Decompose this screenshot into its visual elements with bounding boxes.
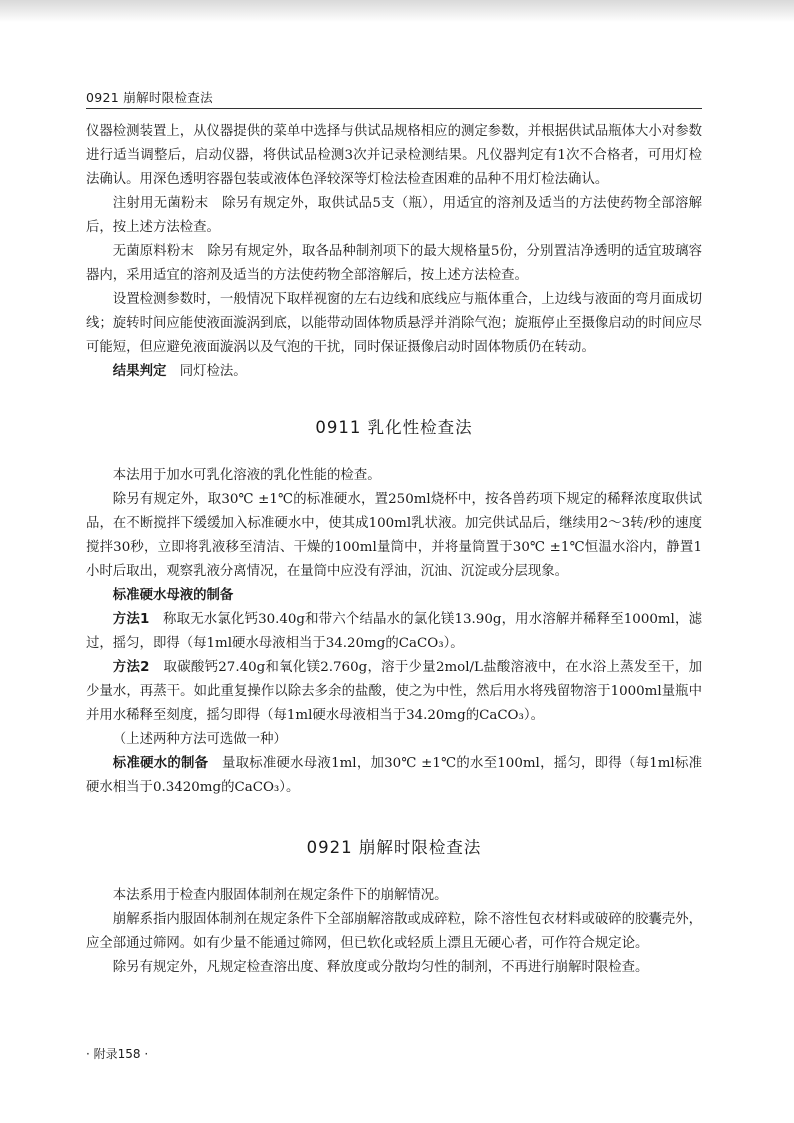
paragraph: 结果判定 同灯检法。 [112,364,247,379]
section-title-0911: 0911 乳化性检查法 [315,418,473,437]
page-number: · 附录158 · [86,1047,149,1061]
paragraph: 方法2 取碳酸钙27.40g和氧化镁2.760g，溶于少量2mol/L盐酸溶液中，在水浴上蒸发至干，加少量水，再蒸干。如此重复操作以除去多余的盐酸，使之为中性，然后用水将残留物溶于1000ml量瓶中并用水稀释至刻度，摇匀即得（每1ml硬水母液相当于34.20mg的CaCO₃）。 [86,660,702,723]
scan-edge-shadow [0,0,794,22]
paragraph: 标准硬水的制备 量取标准硬水母液1ml，加30℃ ±1℃的水至100ml，摇匀，即得（每1ml标准硬水相当于0.3420mg的CaCO₃）。 [86,756,703,795]
paragraph: 崩解系指内服固体制剂在规定条件下全部崩解溶散或成碎粒，除不溶性包衣材料或破碎的胶囊壳外，应全部通过筛网。如有少量不能通过筛网，但已软化或轻质上漂且无硬心者，可作符合规定论。 [86,912,702,951]
paragraph: 注射用无菌粉末 除另有规定外，取供试品5支（瓶），用适宜的溶剂及适当的方法使药物全部溶解后，按上述方法检查。 [86,196,702,235]
page-body [86,120,702,980]
paragraph: 本法系用于检查内服固体制剂在规定条件下的崩解情况。 [112,888,448,903]
paragraph: 除另有规定外，凡规定检查溶出度、释放度或分散均匀性的制剂，不再进行崩解时限检查。 [112,960,649,975]
term-label: 注射用无菌粉末 [112,196,209,211]
header-rule [86,108,702,109]
sub-heading: 标准硬水母液的制备 [112,588,234,603]
method-label: 方法2 [112,660,150,675]
bold-label: 结果判定 [112,364,167,379]
bold-label: 标准硬水的制备 [112,756,209,771]
section-title-0921: 0921 崩解时限检查法 [306,838,482,857]
paragraph: 设置检测参数时，一般情况下取样视窗的左右边线和底线应与瓶体重合，上边线与液面的弯月面成切线；旋转时间应能使液面漩涡到底，以能带动固体物质悬浮并消除气泡；旋瓶停止至摄像启动的时间应尽可能短，但应避免液面漩涡以及气泡的干扰，同时保证摄像启动时固体物质仍在转动。 [86,292,702,355]
paragraph: 无菌原料粉末 除另有规定外，取各品种制剂项下的最大规格量5份，分别置洁净透明的适宜玻璃容器内，采用适宜的溶剂及适当的方法使药物全部溶解后，按上述方法检查。 [86,244,702,283]
note: （上述两种方法可选做一种） [112,732,287,747]
running-head: 0921 崩解时限检查法 [86,90,213,105]
term-label: 无菌原料粉末 [112,244,194,259]
method-label: 方法1 [112,612,150,627]
paragraph: 除另有规定外，取30℃ ±1℃的标准硬水，置250ml烧杯中，按各兽药项下规定的稀释浓度取供试品，在不断搅拌下缓缓加入标准硬水中，使其成100ml乳状液。加完供试品后，继续用2～3转/秒的速度搅拌30秒，立即将乳液移至清洁、干燥的100ml量筒中，并将量筒置于30℃ ±1℃恒温水浴内，静置1小时后取出，观察乳液分离情况，在量筒中应没有浮油，沉油、沉淀或分层现象。 [86,492,702,579]
paragraph: 仪器检测装置上，从仪器提供的菜单中选择与供试品规格相应的测定参数，并根据供试品瓶体大小对参数进行适当调整后，启动仪器，将供试品检测3次并记录检测结果。凡仪器判定有1次不合格者，可用灯检法确认。用深色透明容器包装或液体色泽较深等灯检法检查困难的品种不用灯检法确认。 [86,124,702,187]
paragraph: 本法用于加水可乳化溶液的乳化性能的检查。 [112,468,381,483]
paragraph: 方法1 称取无水氯化钙30.40g和带六个结晶水的氯化镁13.90g，用水溶解并稀释至1000ml，滤过，摇匀，即得（每1ml硬水母液相当于34.20mg的CaCO₃）。 [86,612,702,651]
